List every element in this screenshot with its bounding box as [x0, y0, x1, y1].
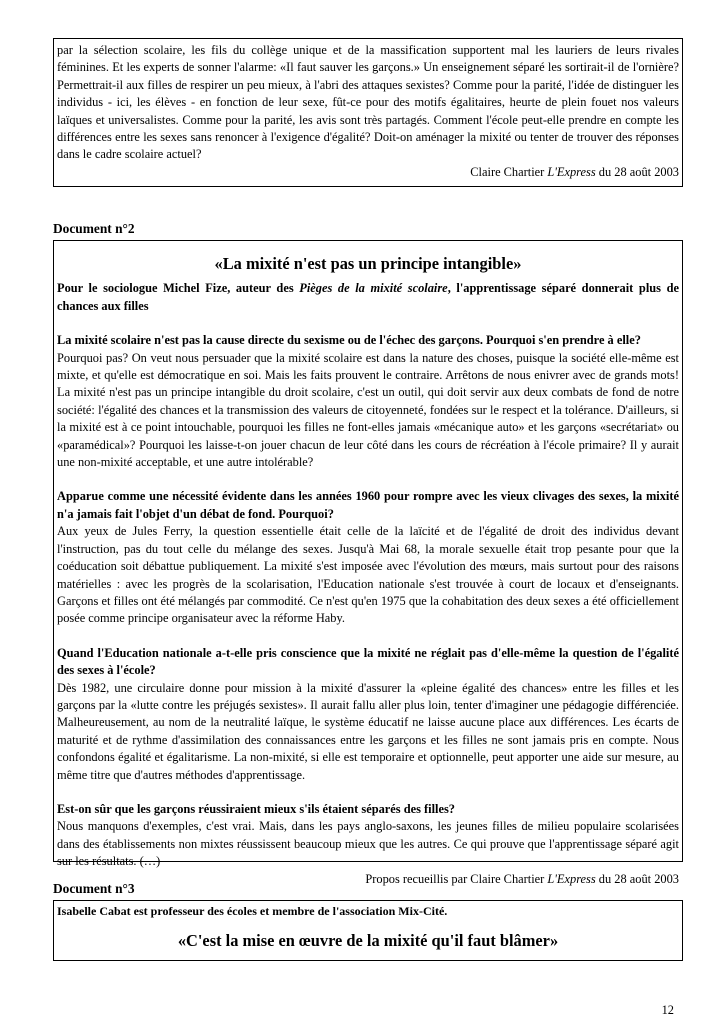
answer-4: Nous manquons d'exemples, c'est vrai. Mais, dans les pays anglo-saxons, les jeunes filles de milieu populaire scolarisées dans des établissements non mixtes réussissent beaucoup mieux que les autres. Ce qui prouve que l'apprentissage séparé agit sur les résultats. (…): [57, 819, 679, 869]
document-1-text: par la sélection scolaire, les fils du collège unique et de la massification supportent mal les lauriers de leurs rivales féminines. Et les experts de sonner l'alarme: «Il faut sauver les garçons.» Un enseignement séparé les sortirait-il de l'ornière? Permettrait-il aux filles de respirer un peu mieux, à l'abri des attaques sexistes? Comme pour la parité, l'idée de distinguer les individus - ici, les élèves - en fonction de leur sexe, fût-ce pour des motifs égalitaires, heurte de plein fouet nos valeurs laïques et universalistes. Comme pour la parité, les avis sont très partagés. Comment l'école peut-elle prendre en compte les différences entre les sexes sans renoncer à l'exigence d'égalité? Doit-on aménager la mixité ou tenter de trouver des réponses dans le cadre scolaire actuel?: [57, 43, 679, 162]
source-credit: Propos recueillis par Claire Chartier: [365, 871, 548, 886]
answer-3: Dès 1982, une circulaire donne pour mission à la mixité d'assurer la «pleine égalité des chances» entre les filles et les garçons par la «lutte contre les préjugés sexistes». Il aurait fallu aller plus loin, tenter d'imaginer une pédagogie différenciée. Malheureusement, au nom de la neutralité laïque, le système éducatif ne laisse aucune place aux différences. Les écarts de maturité et de rythme d'assimilation des connaissances entre les garçons et les filles ne sont jamais pris en compte. Nous confondons égalité et égalitarisme. La non-mixité, si elle est temporaire et optionnelle, peut apporter une aide sur mesure, au même titre que d'autres méthodes d'apprentissage.: [57, 680, 679, 782]
document-3-box: [53, 900, 683, 961]
intro-part-b: , l'apprentissage séparé donnerait plus de chances aux filles: [57, 281, 679, 313]
document-1-source: [57, 164, 679, 181]
answer-2: Aux yeux de Jules Ferry, la question essentielle était celle de la laïcité et de l'égalité de droit des individus devant l'instruction, pas du tout celle du mélange des sexes. Jusqu'à Mai 68, la morale sexuelle était trop pesante pour que la coéducation soit débattue publiquement. La mixité s'est imposée avec l'évolution des mœurs, mais surtout pour des raisons matérielles : avec les progrès de la scolarisation, l'Education nationale s'est trouvée à court de locaux et d'enseignants. Garçons et filles ont été mélangés par commodité. Ce n'est qu'en 1975 que la cohabitation des deux sexes a été officiellement posée comme principe organisateur avec la réforme Haby.: [57, 524, 679, 626]
document-2-source: [57, 871, 679, 888]
document-1-box: [53, 38, 683, 187]
question-3: Quand l'Education nationale a-t-elle pris conscience que la mixité ne réglait pas d'elle-même la question de l'égalité des sexes à l'école?: [57, 645, 679, 678]
document-2-title: «La mixité n'est pas un principe intangible»: [214, 254, 522, 273]
document-2-intro: [57, 280, 679, 315]
source-date: du 28 août 2003: [595, 871, 679, 886]
document-3-intro: Isabelle Cabat est professeur des écoles et membre de l'association Mix-Cité.: [57, 904, 448, 918]
question-2: Apparue comme une nécessité évidente dans les années 1960 pour rompre avec les vieux clivages des sexes, la mixité n'a jamais fait l'objet d'un débat de fond. Pourquoi?: [57, 489, 679, 521]
source-date: du 28 août 2003: [598, 164, 679, 179]
book-title: Pièges de la mixité scolaire: [299, 281, 448, 296]
page-number: 12: [661, 1003, 674, 1017]
question-1: La mixité scolaire n'est pas la cause directe du sexisme ou de l'échec des garçons. Pourquoi s'en prendre à elle?: [57, 333, 641, 348]
source-publication: L'Express: [547, 164, 596, 179]
document-3-heading: Document n°3: [53, 881, 135, 896]
intro-part-a: Pour le sociologue Michel Fize, auteur des: [57, 281, 300, 296]
document-2-heading: Document n°2: [53, 221, 135, 236]
source-publication: L'Express: [547, 871, 596, 886]
source-author: Claire Chartier: [470, 164, 545, 179]
answer-1: Pourquoi pas? On veut nous persuader que la mixité scolaire est dans la nature des choses, puisque la société elle-même est mixte, et qu'elle est démocratique en soi. Mais les faits prouvent le contraire. Arrêtons de nous enivrer avec de grands mots! La mixité n'est pas un principe intangible du droit scolaire, c'est un outil, qui doit servir aux deux combats de fond de notre société: l'égalité des chances et la transmission des valeurs de citoyenneté, fondées sur le respect et la tolérance. D'ailleurs, si la mixité est à ce point intouchable, pourquoi les filles ne font-elles jamais «mécanique auto» et les garçons «secrétariat» ou «paramédical»? Pourquoi les laisse-t-on jouer chacun de leur côté dans les cours de récréation à l'école primaire? Il y aurait une non-mixité acceptable, et une autre intolérable?: [57, 350, 679, 470]
document-3-title: «C'est la mise en œuvre de la mixité qu'il faut blâmer»: [177, 931, 559, 951]
document-2-box: [53, 240, 683, 886]
question-4: Est-on sûr que les garçons réussiraient mieux s'ils étaient séparés des filles?: [57, 801, 455, 816]
